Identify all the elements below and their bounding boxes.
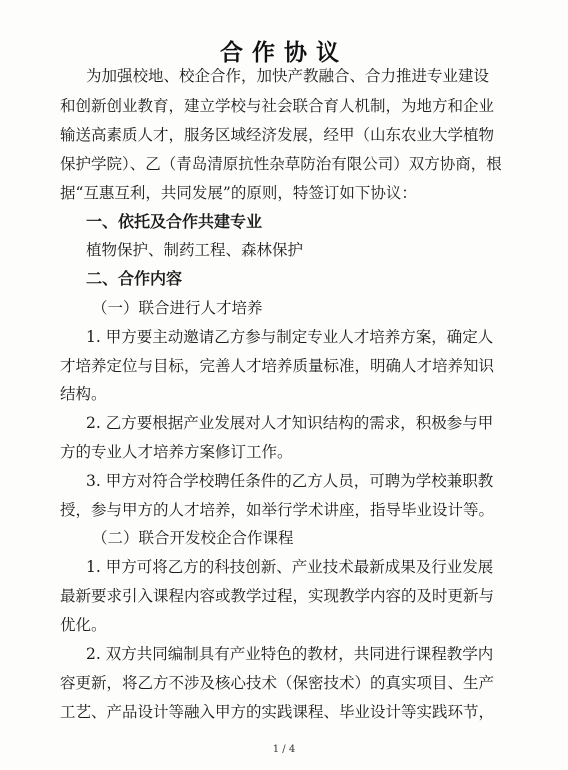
paragraph-line: 优化。 — [60, 616, 107, 634]
paragraph-line: 据“互惠互利，共同发展”的原则，特签订如下协议： — [60, 184, 417, 202]
subsection-heading: （二）联合开发校企合作课程 — [92, 529, 294, 547]
paragraph-line: 才培养定位与目标，完善人才培养质量标准，明确人才培养知识 — [60, 357, 495, 375]
paragraph-line: 授，参与甲方的人才培养，如举行学术讲座，指导毕业设计等。 — [60, 501, 495, 519]
section-heading: 一、依托及合作共建专业 — [86, 212, 263, 231]
page-number: 1 / 4 — [272, 744, 296, 755]
paragraph-line: 最新要求引入课程内容或教学过程，实现教学内容的及时更新与 — [60, 587, 495, 605]
paragraph-line: 结构。 — [60, 385, 107, 403]
paragraph-line: 保护学院）、乙（青岛清原抗性杂草防治有限公司）双方协商，根 — [60, 155, 502, 173]
paragraph-line: 输送高素质人才，服务区域经济发展，经甲（山东农业大学植物 — [60, 126, 495, 144]
paragraph-line: 方的专业人才培养方案修订工作。 — [60, 443, 293, 461]
section-heading: 二、合作内容 — [86, 269, 183, 288]
paragraph-line: 容更新，将乙方不涉及核心技术（保密技术）的真实项目、生产 — [60, 674, 495, 692]
paragraph-line: 1. 甲方可将乙方的科技创新、产业技术最新成果及行业发展 — [86, 558, 494, 576]
paragraph-line: 2. 乙方要根据产业发展对人才知识结构的需求，积极参与甲 — [86, 414, 494, 432]
document-title: 合作协议 — [220, 40, 348, 66]
paragraph-line: 和创新创业教育，建立学校与社会联合育人机制，为地方和企业 — [60, 97, 495, 115]
paragraph-line: 3. 甲方对符合学校聘任条件的乙方人员，可聘为学校兼职教 — [86, 472, 494, 490]
paragraph-line: 工艺、产品设计等融入甲方的实践课程、毕业设计等实践环节， — [60, 703, 495, 721]
paragraph-line: 植物保护、制药工程、森林保护 — [86, 241, 304, 259]
paragraph-line: 1. 甲方要主动邀请乙方参与制定专业人才培养方案，确定人 — [86, 328, 494, 346]
paragraph-line: 2. 双方共同编制具有产业特色的教材，共同进行课程教学内 — [86, 645, 494, 663]
paragraph-line: 为加强校地、校企合作，加快产教融合、合力推进专业建设 — [86, 67, 490, 85]
subsection-heading: （一）联合进行人才培养 — [92, 299, 263, 317]
